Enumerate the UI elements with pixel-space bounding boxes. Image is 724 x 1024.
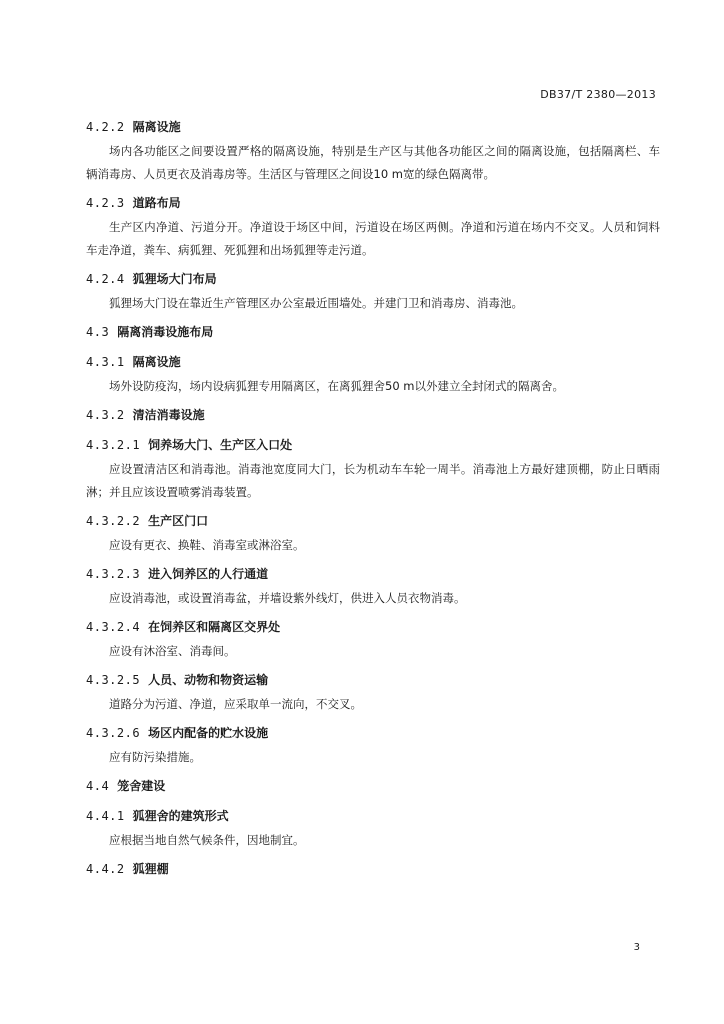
section-heading bbox=[86, 618, 660, 636]
section-title: 场区内配备的贮水设施 bbox=[148, 726, 269, 740]
section-paragraph: 应设有沐浴室、消毒间。 bbox=[109, 644, 236, 658]
section-number: 4.3 bbox=[86, 325, 110, 339]
section-number: 4.4.1 bbox=[86, 809, 125, 823]
section-number: 4.3.2.5 bbox=[86, 673, 141, 687]
section-title: 隔离设施 bbox=[132, 120, 181, 134]
section-heading bbox=[86, 807, 660, 825]
section-paragraph: 应设消毒池，或设置消毒盆，并墙设紫外线灯，供进入人员衣物消毒。 bbox=[109, 591, 466, 605]
section-heading bbox=[86, 724, 660, 742]
section-number: 4.4 bbox=[86, 779, 110, 793]
section-heading bbox=[86, 323, 660, 341]
document-body bbox=[86, 118, 660, 890]
section-title: 隔离消毒设施布局 bbox=[117, 325, 214, 339]
page-number: 3 bbox=[633, 942, 640, 953]
section-paragraph: 生产区内净道、污道分开。净道设于场区中间，污道设在场区两侧。净道和污道在场内不交叉。人员和饲料车走净道，粪车、病狐狸、死狐狸和出场狐狸等走污道。 bbox=[86, 220, 660, 257]
section-number: 4.3.2.1 bbox=[86, 438, 141, 452]
section-heading bbox=[86, 353, 660, 371]
section-title: 生产区门口 bbox=[148, 514, 209, 528]
section-number: 4.2.4 bbox=[86, 272, 125, 286]
section-number: 4.4.2 bbox=[86, 862, 125, 876]
section-heading bbox=[86, 671, 660, 689]
section-number: 4.3.2.3 bbox=[86, 567, 141, 581]
section-number: 4.2.3 bbox=[86, 196, 125, 210]
section-paragraph: 场外设防疫沟，场内设病狐狸专用隔离区，在离狐狸舍50 m以外建立全封闭式的隔离舍。 bbox=[109, 379, 564, 393]
section-paragraph: 应设置清洁区和消毒池。消毒池宽度同大门，长为机动车车轮一周半。消毒池上方最好建顶棚，防止日晒雨淋；并且应该设置喷雾消毒装置。 bbox=[86, 462, 660, 499]
section-paragraph: 应有防污染措施。 bbox=[109, 750, 201, 764]
section-title: 在饲养区和隔离区交界处 bbox=[148, 620, 281, 634]
section-number: 4.3.2.4 bbox=[86, 620, 141, 634]
section-number: 4.3.2.6 bbox=[86, 726, 141, 740]
section-heading bbox=[86, 436, 660, 454]
standard-code: DB37/T 2380—2013 bbox=[540, 88, 656, 101]
section-heading bbox=[86, 860, 660, 878]
section-heading bbox=[86, 777, 660, 795]
section-title: 狐狸舍的建筑形式 bbox=[132, 809, 229, 823]
section-heading bbox=[86, 194, 660, 212]
section-title: 狐狸场大门布局 bbox=[132, 272, 217, 286]
section-number: 4.3.2 bbox=[86, 408, 125, 422]
section-paragraph: 狐狸场大门设在靠近生产管理区办公室最近围墙处。并建门卫和消毒房、消毒池。 bbox=[109, 296, 523, 310]
section-paragraph: 应设有更衣、换鞋、消毒室或淋浴室。 bbox=[109, 538, 305, 552]
section-title: 隔离设施 bbox=[132, 355, 181, 369]
section-title: 人员、动物和物资运输 bbox=[148, 673, 269, 687]
section-title: 清洁消毒设施 bbox=[132, 408, 205, 422]
section-number: 4.2.2 bbox=[86, 120, 125, 134]
section-number: 4.3.1 bbox=[86, 355, 125, 369]
section-heading bbox=[86, 270, 660, 288]
section-paragraph: 道路分为污道、净道，应采取单一流向，不交叉。 bbox=[109, 697, 362, 711]
section-title: 狐狸棚 bbox=[132, 862, 169, 876]
section-heading bbox=[86, 512, 660, 530]
section-title: 笼舍建设 bbox=[117, 779, 166, 793]
section-heading bbox=[86, 118, 660, 136]
section-heading bbox=[86, 406, 660, 424]
section-heading bbox=[86, 565, 660, 583]
section-number: 4.3.2.2 bbox=[86, 514, 141, 528]
section-title: 饲养场大门、生产区入口处 bbox=[148, 438, 293, 452]
section-title: 进入饲养区的人行通道 bbox=[148, 567, 269, 581]
section-paragraph: 场内各功能区之间要设置严格的隔离设施，特别是生产区与其他各功能区之间的隔离设施，包括隔离栏、车辆消毒房、人员更衣及消毒房等。生活区与管理区之间设10 m宽的绿色隔离带。 bbox=[86, 144, 660, 181]
section-paragraph: 应根据当地自然气候条件，因地制宜。 bbox=[109, 833, 305, 847]
section-title: 道路布局 bbox=[132, 196, 181, 210]
